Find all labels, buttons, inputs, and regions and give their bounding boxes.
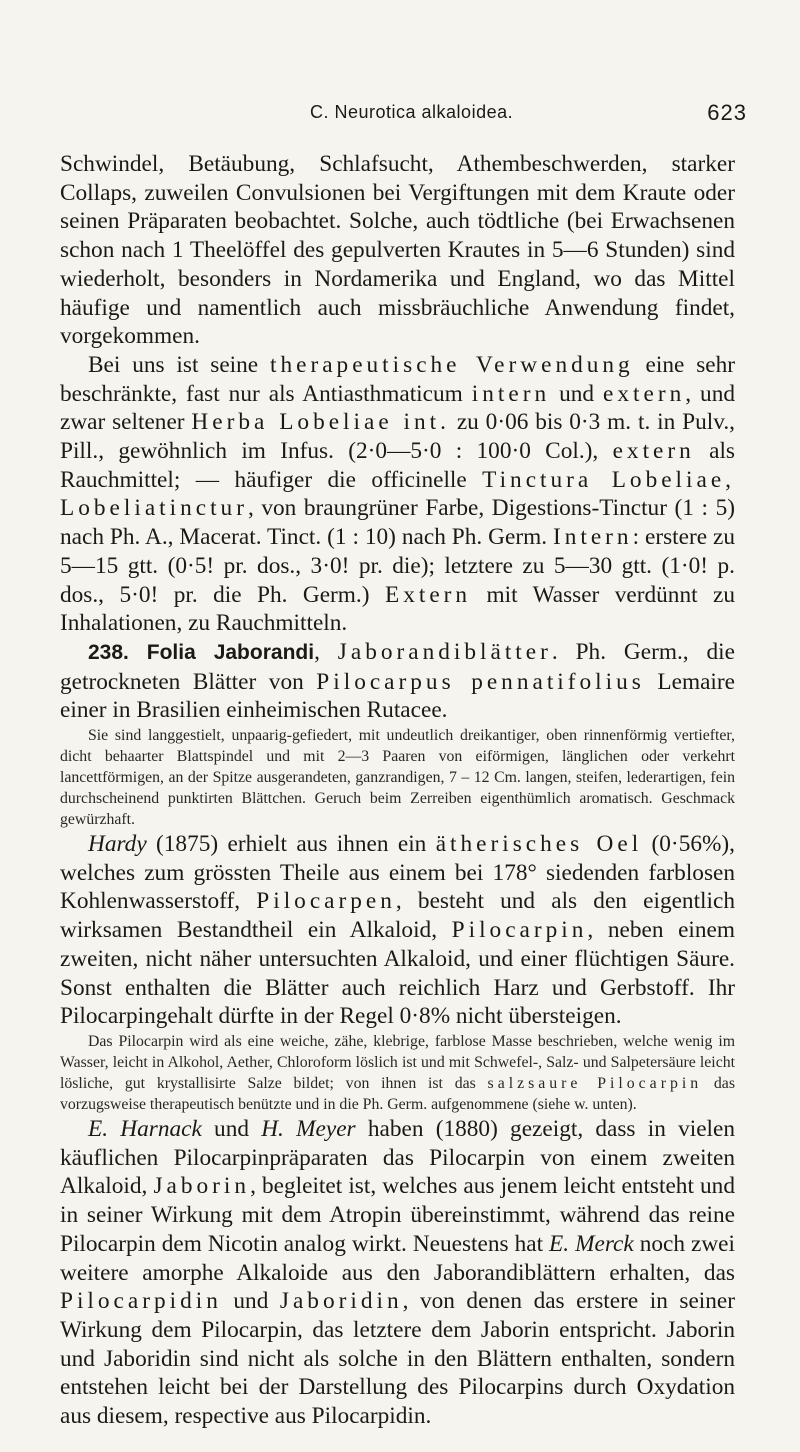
paragraph-symptoms: Schwindel, Betäubung, Schlafsucht, Athembeschwerden, starker Collaps, zuweilen Convulsionen bei Vergiftungen mit dem Kraute oder seinen Präparaten beobachtet. Solche, auch tödtliche (bei Erwachsenen schon nach 1 Theelöffel des gepulverten Krautes in 5—6 Stunden) sind wiederholt, besonders in Nordamerika und England, wo das Mittel häufige und namentlich auch missbräuchliche Anwendung findet, vorgekommen. <box>60 151 735 350</box>
emphasis: salzsaure Pilocarpin <box>487 1074 703 1092</box>
emphasis: extern <box>603 380 686 407</box>
emphasis: Intern <box>552 524 633 551</box>
small-print-description: Sie sind langgestielt, unpaarig-gefiedert, mit undeutlich dreikantiger, oben rinnenförmig vertiefter, dicht behaarter Blattspindel und mit 2—3 Paaren von eiförmigen, länglichen oder verkehrt lancettförmigen, an der Spitze ausgerandeten, ganzrandigen, 7 – 12 Cm. langen, steifen, lederartigen, fein durchscheinend punktirten Blättchen. Geruch beim Zerreiben eigenthümlich aromatisch. Geschmack gewürzhaft. <box>60 727 735 829</box>
emphasis: intern <box>471 380 551 407</box>
emphasis: extern <box>612 438 695 465</box>
section-title: C. Neurotica alkaloidea. <box>310 102 514 122</box>
entry-title: Folia Jaborandi <box>146 640 315 664</box>
emphasis: Jaborandiblätter <box>337 638 552 665</box>
paragraph-constituents: Hardy (1875) erhielt aus ihnen ein ätherisches Oel (0·56%), welches zum grössten Theile aus einem bei 178° siedenden farblosen Kohlenwasserstoff, Pilocarpen, besteht und als den eigentlich wirksamen Bestandtheil ein Alkaloid, Pilocarpin, neben einem zweiten, nicht näher untersuchten Alkaloid, und einer flüchtigen Säure. Sonst enthalten die Blätter auch reichlich Harz und Gerbstoff. Ihr Pilocarpingehalt dürfte in der Regel 0·8% nicht übersteigen. <box>60 831 735 1030</box>
author-name: H. Meyer <box>261 1115 356 1142</box>
emphasis: Pilocarpidin <box>60 1288 222 1315</box>
entry-number: 238. <box>88 640 129 664</box>
emphasis: ätherisches Oel <box>435 831 643 858</box>
emphasis: Pilocarpin <box>451 917 588 944</box>
emphasis: Jaboridin <box>279 1288 403 1315</box>
paragraph-therapeutic-use: Bei uns ist seine therapeutische Verwendung eine sehr beschränkte, fast nur als Antiasthmaticum intern und extern, und zwar seltener Herba Lobeliae int. zu 0·06 bis 0·3 m. t. in Pulv., Pill., gewöhnlich im Infus. (2·0—5·0 : 100·0 Col.), extern als Rauchmittel; — häufiger die officinelle Tinctura Lobeliae, Lobeliatinctur, von braungrüner Farbe, Digestions-Tinctur (1 : 5) nach Ph. A., Macerat. Tinct. (1 : 10) nach Ph. Germ. Intern: erstere zu 5—15 gtt. (0·5! pr. dos., 3·0! pr. die); letztere zu 5—30 gtt. (1·0! p. dos., 5·0! pr. die Ph. Germ.) Extern mit Wasser verdünnt zu Inhalationen, zu Rauchmitteln. <box>60 351 736 637</box>
emphasis: Herba Lobeliae int. <box>191 409 450 436</box>
author-name: Hardy <box>88 831 147 858</box>
emphasis: Pilocarpen <box>256 888 396 915</box>
small-print-pilocarpin: Das Pilocarpin wird als eine weiche, zähe, klebrige, farblose Masse beschrieben, welche wenig im Wasser, leicht in Alkohol, Aether, Chloroform löslich ist und mit Schwefel-, Salz- und Salpetersäure leicht lösliche, gut krystallisirte Salze bildet; von ihnen ist das salzsaure Pilocarpin das vorzugsweise therapeutisch benützte und in die Ph. Germ. aufgenommene (siehe w. unten). <box>60 1032 735 1113</box>
emphasis: Tinctura Lobeliae, Lobeliatinctur <box>60 466 736 522</box>
page-number: 623 <box>707 100 747 125</box>
author-name: E. Harnack <box>88 1115 202 1142</box>
author-name: E. Merck <box>549 1230 634 1257</box>
emphasis: therapeutische Verwendung <box>269 351 634 378</box>
paragraph-alkaloids: E. Harnack und H. Meyer haben (1880) gezeigt, dass in vielen käuflichen Pilocarpinpräparaten das Pilocarpin von einem zweiten Alkaloid, Jaborin, begleitet ist, welches aus jenem leicht entsteht und in seiner Wirkung mit dem Atropin übereinstimmt, während das reine Pilocarpin dem Nicotin analog wirkt. Neuestens hat E. Merck noch zwei weitere amorphe Alkaloide aus den Jaborandiblättern erhalten, das Pilocarpidin und Jaboridin, von denen das erstere in seiner Wirkung dem Pilocarpin, das letztere dem Jaborin entspricht. Jaborin und Jaboridin sind nicht als solche in den Blättern enthalten, sondern entstehen leicht bei der Darstellung des Pilocarpins durch Oxydation aus diesem, respective aus Pilocarpidin. <box>60 1115 736 1430</box>
emphasis: Extern <box>384 581 472 608</box>
emphasis: Jaborin <box>153 1173 251 1200</box>
emphasis: Pilocarpus pennatifolius <box>316 668 645 695</box>
paragraph-entry-238: 238. Folia Jaborandi, Jaborandiblätter. Ph. Germ., die getrockneten Blätter von Pilocarpus pennatifolius Lemaire einer in Brasilien einheimischen Rutacee. <box>60 638 735 724</box>
body-text <box>60 150 735 1431</box>
running-header <box>0 100 800 130</box>
